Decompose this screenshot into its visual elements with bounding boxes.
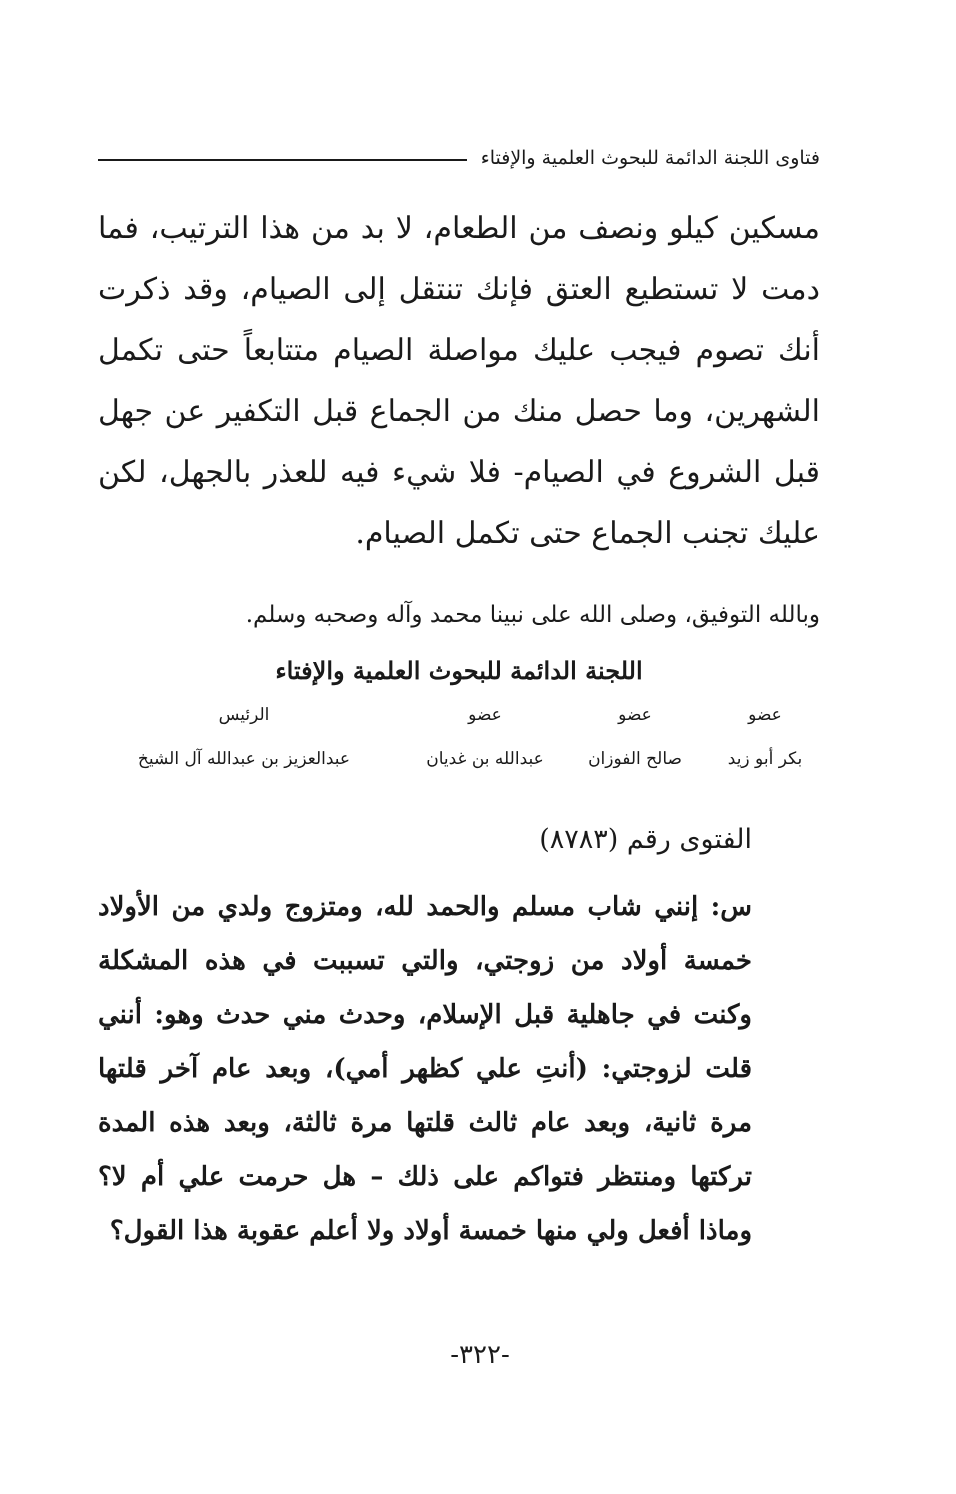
signatory-name: صالح الفوزان <box>588 749 682 769</box>
signatory-role: عضو <box>748 705 782 725</box>
committee-name: اللجنة الدائمة للبحوث العلمية والإفتاء <box>275 656 643 685</box>
signatory-name: عبدالعزيز بن عبدالله آل الشيخ <box>137 749 351 769</box>
running-title: فتاوى اللجنة الدائمة للبحوث العلمية والإفتاء <box>480 147 820 169</box>
answer-paragraph: مسكين كيلو ونصف من الطعام، لا بد من هذا الترتيب، فما دمت لا تستطيع العتق فإنك تنتقل إلى الصيام، وقد ذكرت أنك تصوم فيجب عليك مواصلة الصيام متتابعاً حتى تكمل الشهرين، وما حصل منك من الجماع قبل التكفير عن جهل قبل الشروع في الصيام- فلا شيء فيه للعذر بالجهل، لكن عليك تجنب الجماع حتى تكمل الصيام. <box>98 211 820 551</box>
question-paragraph: س: إنني شاب مسلم والحمد لله، ومتزوج ولدي من الأولاد خمسة أولاد من زوجتي، والتي تسببت في هذه المشكلة وكنت في جاهلية قبل الإسلام، وحدث مني حدث وهو: أنني قلت لزوجتي: (أنتِ علي كظهر أمي)، وبعد عام آخر قلتها مرة ثانية، وبعد عام ثالث قلتها مرة ثالثة، وبعد هذه المدة تركتها ومنتظر فتواكم على ذلك – هل حرمت علي أم لا؟ وماذا أفعل ولي منها خمسة أولاد ولا أعلم عقوبة هذا القول؟ <box>98 892 752 1246</box>
signatory <box>405 700 565 774</box>
signatories-block <box>98 700 820 790</box>
signatory <box>710 700 820 774</box>
running-header <box>98 140 820 176</box>
page-number: -٣٢٢- <box>450 1340 510 1370</box>
signatory-role: الرئيس <box>218 705 270 725</box>
fatwa-number: الفتوى رقم (٨٧٨٣) <box>539 824 752 855</box>
signatory <box>575 700 695 774</box>
header-rule <box>98 159 467 161</box>
signatory-name: عبدالله بن غديان <box>426 749 544 769</box>
closing-formula: وبالله التوفيق، وصلى الله على نبينا محمد وآله وصحبه وسلم. <box>245 602 820 628</box>
signatory-role: عضو <box>618 705 652 725</box>
signatory-name: بكر أبو زيد <box>727 749 803 769</box>
signatory-chairman <box>98 700 390 774</box>
signatory-role: عضو <box>468 705 502 725</box>
